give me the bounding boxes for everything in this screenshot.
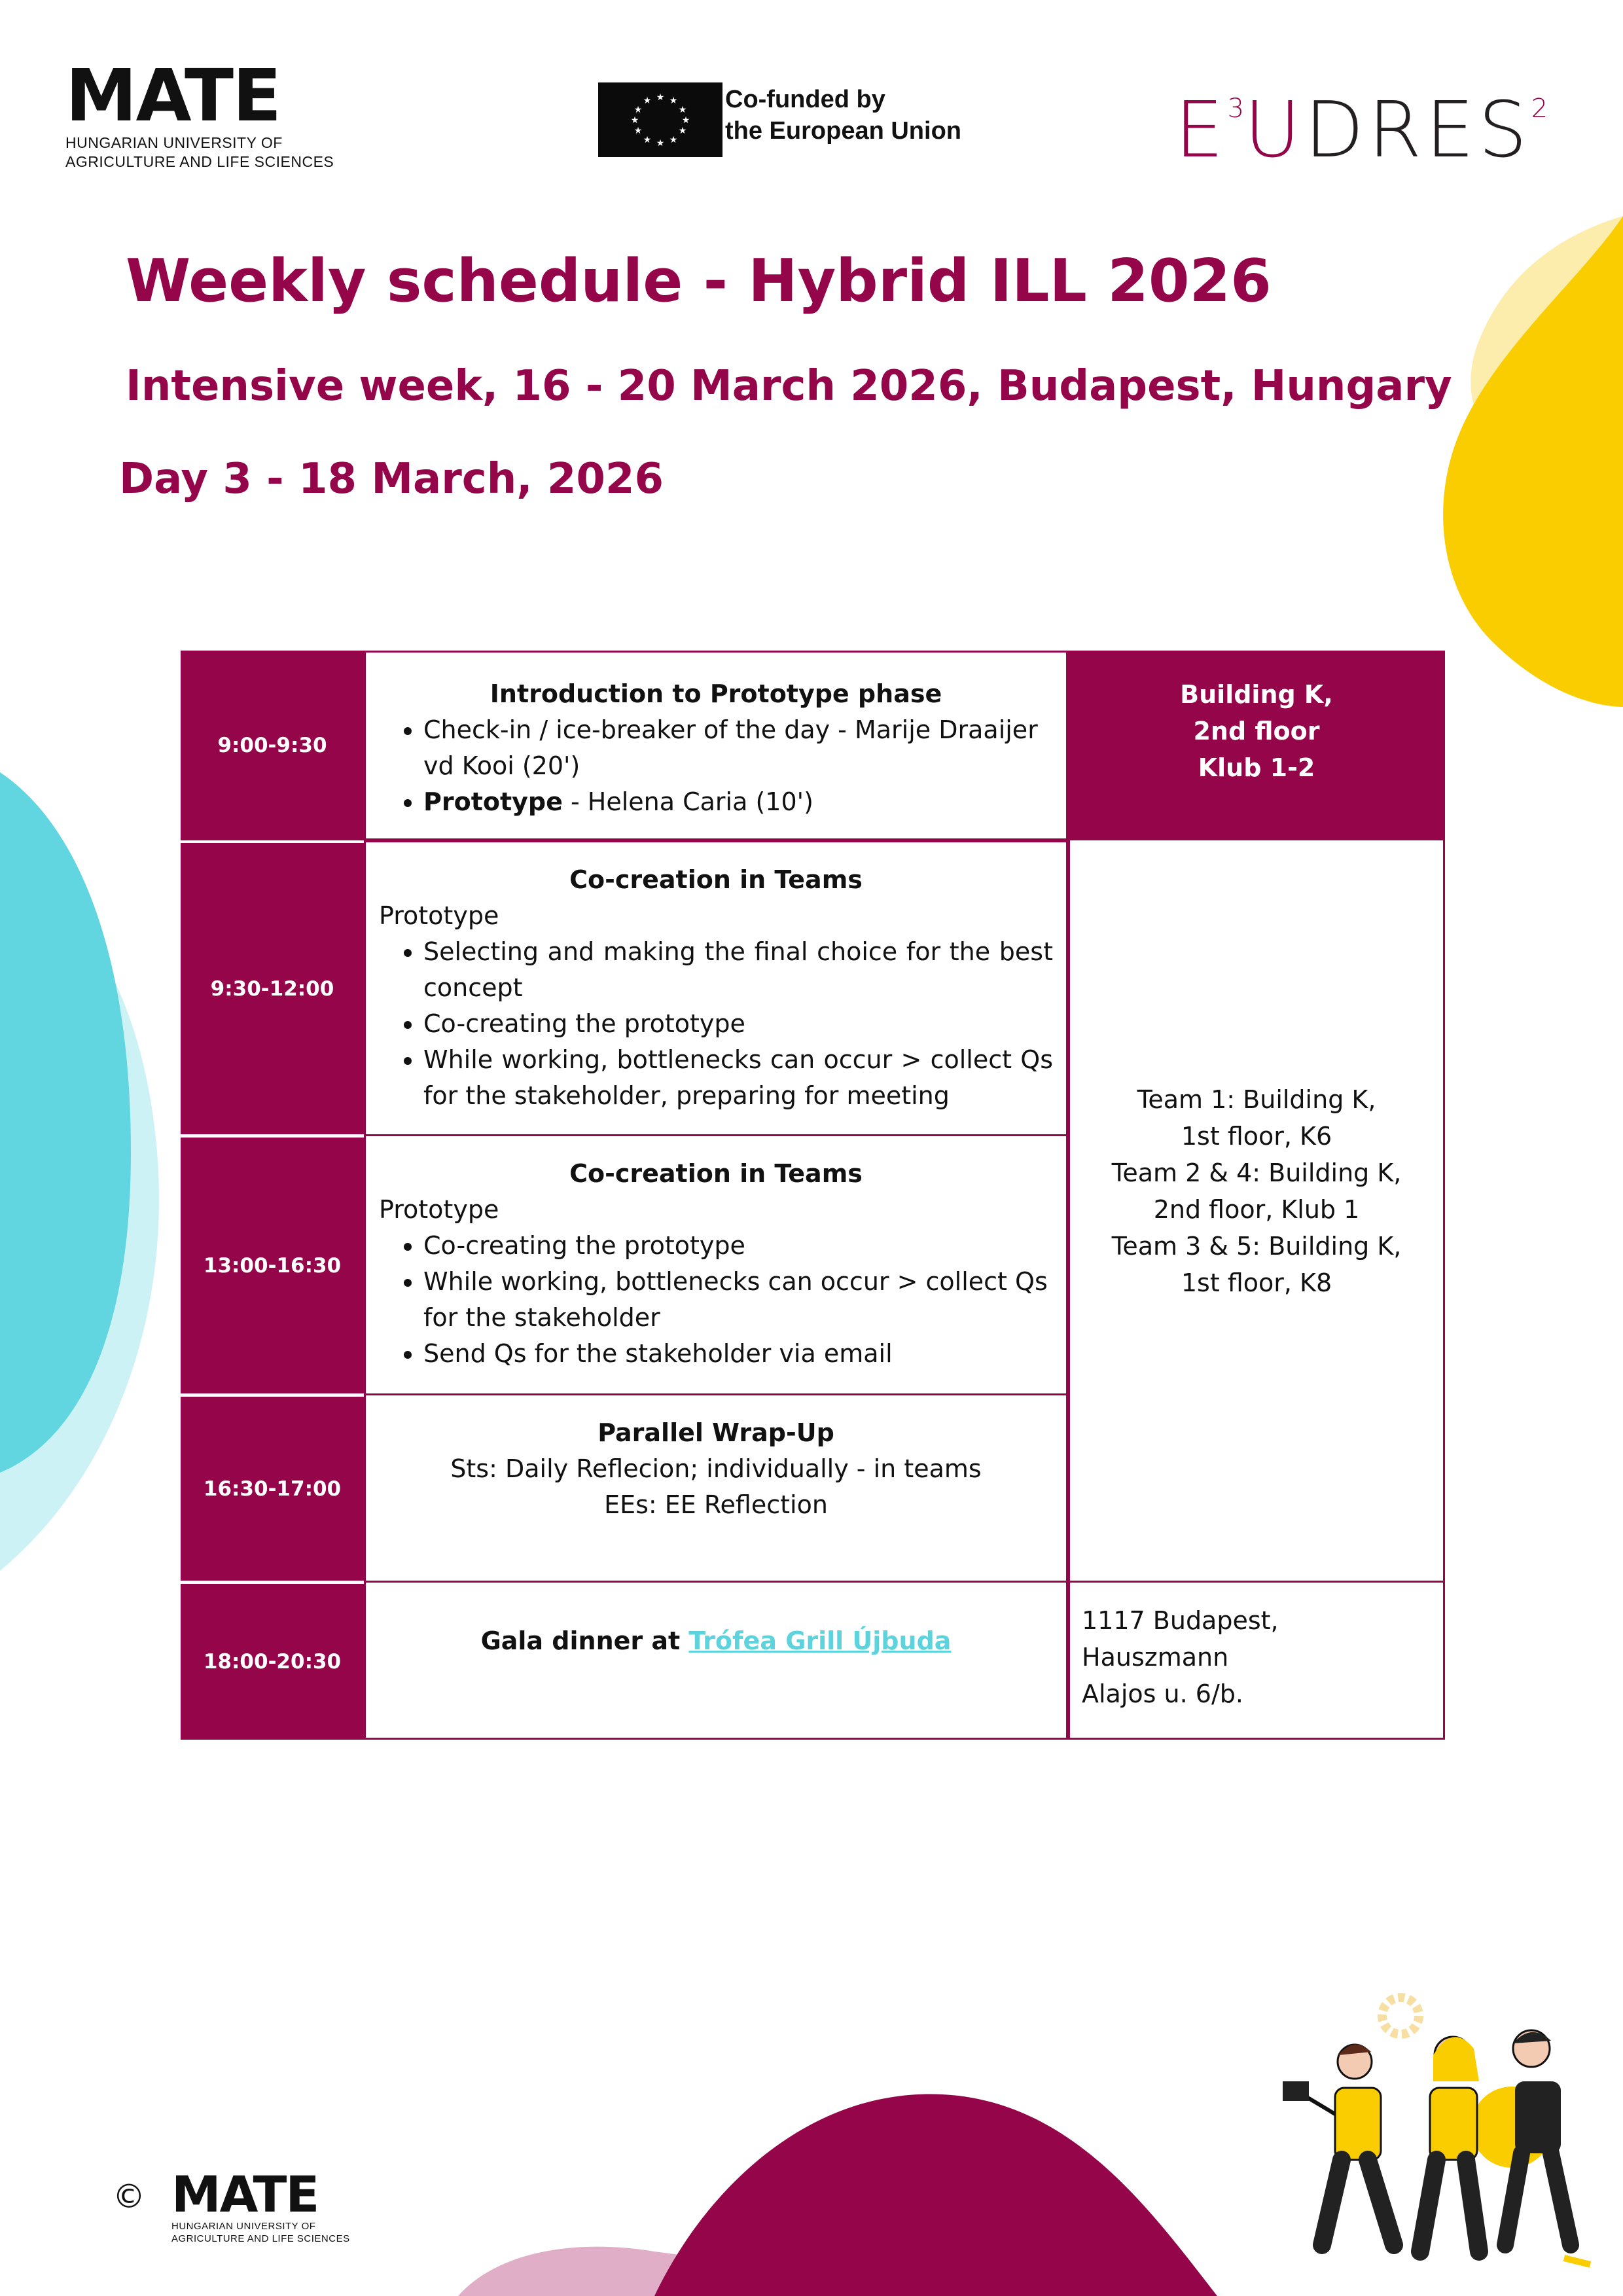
session-item: • Selecting and making the final choice for the best concept — [423, 934, 1053, 1006]
location-line: Building K, — [1180, 680, 1333, 709]
session-list-1 — [379, 712, 1053, 820]
gala-prefix: Gala dinner at — [480, 1626, 689, 1655]
session-item-text: - Helena Caria (10') — [562, 787, 813, 816]
mate-footer-wordmark: MATE — [171, 2165, 319, 2223]
session-item: • Co-creating the prototype — [423, 1006, 1053, 1042]
session-cell-5 — [364, 1581, 1068, 1740]
location-line: 1st floor, K6 — [1181, 1122, 1332, 1151]
location-line: 2nd floor, Klub 1 — [1153, 1195, 1360, 1224]
session-item: • While working, bottlenecks can occur > collect Qs for the stakeholder, preparing for meeting — [423, 1042, 1053, 1114]
mate-footer-logo — [171, 2165, 368, 2245]
day-title: Day 3 - 18 March, 2026 — [119, 455, 664, 503]
mate-footer-subtitle-2: AGRICULTURE AND LIFE SCIENCES — [171, 2233, 350, 2244]
session-cell-2 — [364, 840, 1068, 1136]
session-heading-1: Introduction to Prototype phase — [490, 679, 942, 708]
session-heading-2: Co-creation in Teams — [569, 865, 863, 894]
svg-text:★: ★ — [678, 126, 687, 136]
session-item: • Check-in / ice-breaker of the day - Marije Draaijer vd Kooi (20') — [423, 712, 1053, 784]
eudres-sup-2: 2 — [1531, 94, 1548, 124]
svg-text:★: ★ — [656, 138, 665, 149]
session-cell-3 — [364, 1134, 1068, 1395]
magenta-blob — [654, 2094, 1217, 2296]
time-cell-4: 16:30-17:00 — [181, 1397, 364, 1581]
page-subtitle: Intensive week, 16 - 20 March 2026, Budapest, Hungary — [126, 362, 1452, 410]
svg-text:★: ★ — [643, 135, 652, 145]
location-line: Alajos u. 6/b. — [1082, 1679, 1243, 1708]
svg-text:★: ★ — [669, 135, 678, 145]
eudres-rest: DRES — [1304, 84, 1531, 175]
eudres-sup-1: 3 — [1227, 94, 1245, 124]
svg-text:★: ★ — [633, 126, 643, 136]
page-title: Weekly schedule - Hybrid ILL 2026 — [126, 247, 1272, 315]
svg-text:★: ★ — [678, 105, 687, 115]
location-line: 1117 Budapest, Hauszmann — [1082, 1606, 1279, 1672]
eu-line-1: Co-funded by — [725, 86, 885, 113]
mate-logo-subtitle-2: AGRICULTURE AND LIFE SCIENCES — [65, 153, 334, 170]
session-item-bold: Prototype — [423, 787, 563, 816]
location-line: Team 2 & 4: Building K, — [1111, 1158, 1402, 1187]
session-heading-4: Parallel Wrap-Up — [597, 1418, 834, 1447]
session-cell-4 — [364, 1393, 1068, 1583]
time-cell-2: 9:30-12:00 — [181, 843, 364, 1134]
session-heading-3: Co-creation in Teams — [569, 1159, 863, 1188]
eu-cofunded-text — [725, 84, 961, 147]
eu-flag-icon — [598, 82, 722, 157]
location-line: 1st floor, K8 — [1181, 1268, 1332, 1297]
restaurant-link[interactable]: Trófea Grill Újbuda — [688, 1626, 952, 1655]
session-item: • Co-creating the prototype — [423, 1228, 1053, 1264]
session-intro-2: Prototype — [379, 901, 499, 930]
eudres-logo — [1175, 84, 1548, 187]
location-line: 2nd floor — [1193, 717, 1320, 745]
session-line: Sts: Daily Reflecion; individually - in teams — [450, 1454, 982, 1483]
mate-logo-wordmark: MATE — [65, 54, 281, 137]
svg-text:★: ★ — [630, 115, 639, 126]
mate-logo — [65, 54, 340, 171]
location-cell-5 — [1068, 1581, 1445, 1740]
svg-text:★: ★ — [656, 92, 665, 103]
svg-text:★: ★ — [681, 115, 690, 126]
session-item — [423, 784, 1053, 820]
session-item: • While working, bottlenecks can occur > collect Qs for the stakeholder — [423, 1264, 1053, 1336]
session-heading-5 — [379, 1623, 1053, 1659]
schedule-table — [181, 651, 1445, 1740]
eudres-e: E — [1175, 84, 1228, 175]
eu-line-2: the European Union — [725, 117, 961, 145]
session-line: EEs: EE Reflection — [604, 1490, 828, 1519]
session-item: • Send Qs for the stakeholder via email — [423, 1336, 1053, 1372]
svg-text:★: ★ — [643, 96, 652, 106]
svg-text:★: ★ — [669, 96, 678, 106]
time-cell-1: 9:00-9:30 — [181, 651, 364, 840]
eudres-u: U — [1244, 84, 1305, 175]
location-cell-shared — [1068, 838, 1445, 1583]
session-list-3 — [379, 1228, 1053, 1372]
location-line: Klub 1-2 — [1198, 753, 1315, 782]
location-line: Team 1: Building K, — [1137, 1085, 1376, 1114]
mate-logo-subtitle-1: HUNGARIAN UNIVERSITY OF — [65, 134, 283, 151]
copyright-symbol: © — [113, 2178, 145, 2215]
people-illustration — [1263, 1983, 1616, 2291]
svg-text:★: ★ — [633, 105, 643, 115]
mate-footer-subtitle-1: HUNGARIAN UNIVERSITY OF — [171, 2221, 316, 2232]
time-cell-5: 18:00-20:30 — [181, 1584, 364, 1740]
location-line: Team 3 & 5: Building K, — [1111, 1232, 1402, 1261]
session-list-2 — [379, 934, 1053, 1114]
time-cell-3: 13:00-16:30 — [181, 1138, 364, 1393]
location-cell-1 — [1068, 651, 1445, 840]
session-intro-3: Prototype — [379, 1195, 499, 1224]
session-cell-1 — [364, 651, 1068, 840]
